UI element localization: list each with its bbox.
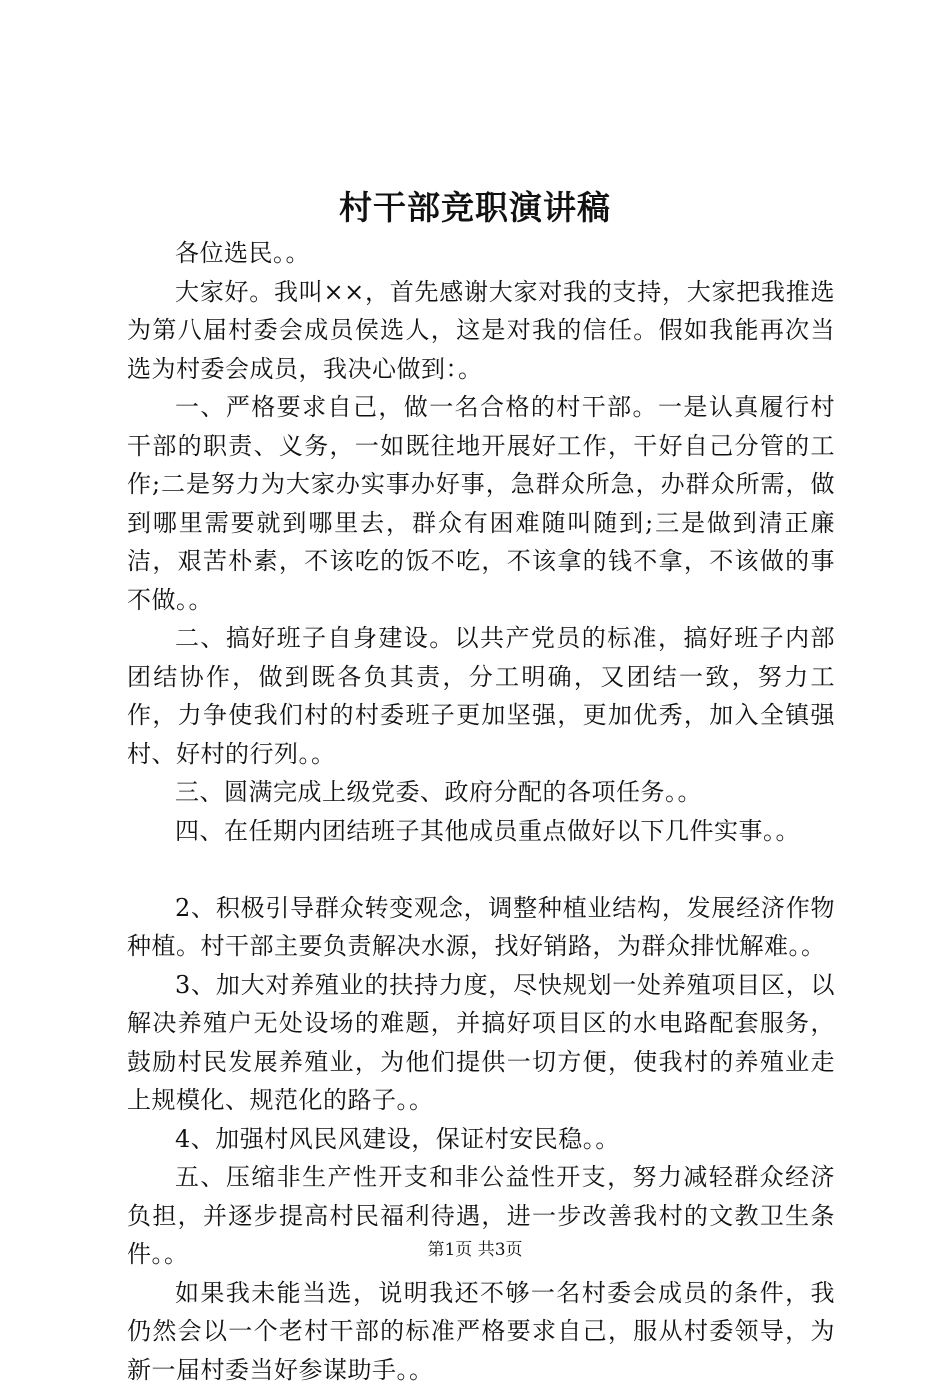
paragraph-point-three: 三、圆满完成上级党委、政府分配的各项任务。。	[127, 773, 835, 812]
document-title: 村干部竞职演讲稿	[0, 184, 950, 232]
paragraph-salutation: 各位选民。。	[127, 234, 835, 273]
paragraph-point-one: 一、严格要求自己，做一名合格的村干部。一是认真履行村干部的职责、义务，一如既往地开展好工作，干好自己分管的工作;二是努力为大家办实事办好事，急群众所急，办群众所需，做到哪里需要就到哪里去，群众有困难随叫随到;三是做到清正廉洁，艰苦朴素，不该吃的饭不吃，不该拿的钱不拿，不该做的事不做。。	[127, 388, 835, 619]
paragraph-point-four: 四、在任期内团结班子其他成员重点做好以下几件实事。。	[127, 812, 835, 851]
document-body	[127, 234, 835, 1389]
paragraph-point-two: 二、搞好班子自身建设。以共产党员的标准，搞好班子内部团结协作，做到既各负其责，分工明确，又团结一致，努力工作，力争使我们村的村委班子更加坚强，更加优秀，加入全镇强村、好村的行列。。	[127, 619, 835, 773]
paragraph-point-five: 五、压缩非生产性开支和非公益性开支，努力减轻群众经济负担，并逐步提高村民福利待遇，进一步改善我村的文教卫生条件。。	[127, 1158, 835, 1274]
paragraph-item-three: 3、加大对养殖业的扶持力度，尽快规划一处养殖项目区，以解决养殖户无处设场的难题，并搞好项目区的水电路配套服务，鼓励村民发展养殖业，为他们提供一切方便，使我村的养殖业走上规模化、规范化的路子。。	[127, 966, 835, 1120]
paragraph-item-two: 2、积极引导群众转变观念，调整种植业结构，发展经济作物种植。村干部主要负责解决水源，找好销路，为群众排忧解难。。	[127, 889, 835, 966]
page-number-footer: 第1页 共3页	[0, 1238, 950, 1262]
paragraph-closing: 如果我未能当选，说明我还不够一名村委会成员的条件，我仍然会以一个老村干部的标准严格要求自己，服从村委领导，为新一届村委当好参谋助手。。	[127, 1274, 835, 1389]
paragraph-item-four: 4、加强村风民风建设，保证村安民稳。。	[127, 1120, 835, 1159]
paragraph-introduction: 大家好。我叫××，首先感谢大家对我的支持，大家把我推选为第八届村委会成员侯选人，这是对我的信任。假如我能再次当选为村委会成员，我决心做到：。	[127, 273, 835, 389]
blank-line	[127, 850, 835, 889]
